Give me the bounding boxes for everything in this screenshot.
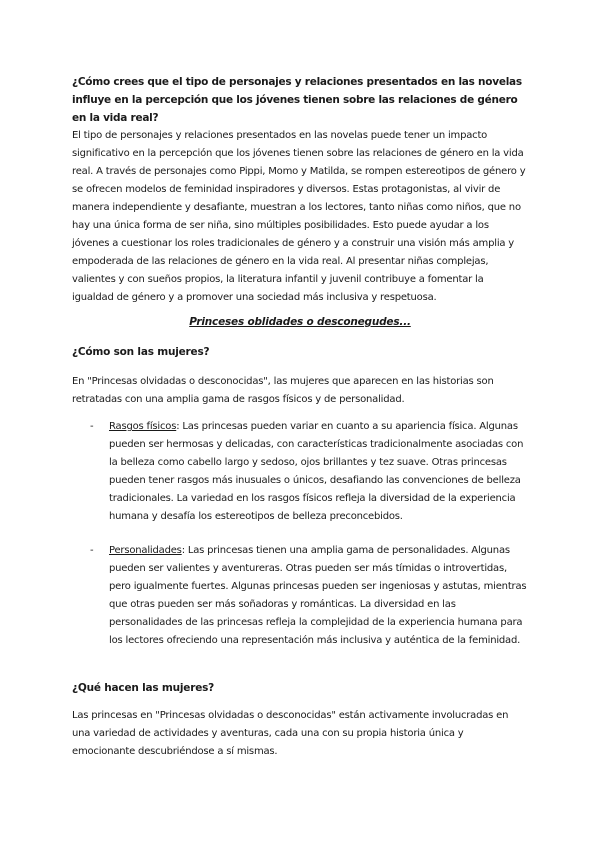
bullet-text — [109, 542, 529, 650]
bullet-description: : Las princesas tienen una amplia gama de personalidades. Algunas pueden ser valientes y aventureras. Otras pueden ser más tímidas o introvertidas, pero igualmente fuertes. Algunas princesas pueden ser ingeniosas y astutas, mientras que otras pueden ser más soñadoras y románticas. La diversidad en las personalidades de las princesas refleja la complejidad de la experiencia humana para los lectores ofreciendo una representación más inclusiva y auténtica de la feminidad. — [109, 545, 527, 646]
bullet-description: : Las princesas pueden variar en cuanto a su apariencia física. Algunas pueden ser hermosas y delicadas, con características tradicionalmente asociadas con la belleza como cabello largo y sedoso, ojos brillantes y tez suave. Otras princesas pueden tener rasgos más inusuales o únicos, desafiando las convenciones de belleza tradicionales. La variedad en los rasgos físicos refleja la diversidad de la experiencia humana y desafía los estereotipos de belleza preconcebidos. — [109, 421, 524, 522]
bullet-term: Rasgos físicos — [109, 421, 177, 432]
bullet-text — [109, 418, 529, 526]
final-paragraph: Las princesas en "Princesas olvidadas o desconocidas" están activamente involucradas en una variedad de actividades y aventuras, cada una con su propia historia única y emocionante descubriéndose a sí mismas. — [72, 710, 509, 757]
heading-que-hacen: ¿Qué hacen las mujeres? — [72, 682, 215, 694]
bullet-dash: - — [90, 545, 94, 556]
intro-paragraph: En "Princesas olvidadas o desconocidas", las mujeres que aparecen en las historias son retratadas con una amplia gama de rasgos físicos y de personalidad. — [72, 376, 494, 405]
bullet-dash: - — [90, 421, 94, 432]
question-heading: ¿Cómo crees que el tipo de personajes y relaciones presentados en las novelas influye en la percepción que los jóvenes tienen sobre las relaciones de género en la vida real? — [72, 76, 522, 124]
section-title: Princeses oblidades o desconegudes... — [189, 316, 411, 328]
answer-paragraph: El tipo de personajes y relaciones presentados en las novelas puede tener un impacto significativo en la percepción que los jóvenes tienen sobre las relaciones de género en la vida real. A través de personajes como Pippi, Momo y Matilda, se rompen estereotipos de género y se ofrecen modelos de feminidad inspiradores y diversos. Estas protagonistas, al vivir de manera independiente y desafiante, muestran a los lectores, tanto niñas como niños, que no hay una única forma de ser niña, sino múltiples posibilidades. Esto puede ayudar a los jóvenes a cuestionar los roles tradicionales de género y a construir una visión más amplia y empoderada de las relaciones de género en la vida real. Al presentar niñas complejas, valientes y con sueños propios, la literatura infantil y juvenil contribuye a fomentar la igualdad de género y a promover una sociedad más inclusiva y respetuosa. — [72, 130, 526, 303]
bullet-term: Personalidades — [109, 545, 182, 556]
heading-como-son: ¿Cómo son las mujeres? — [72, 346, 210, 358]
